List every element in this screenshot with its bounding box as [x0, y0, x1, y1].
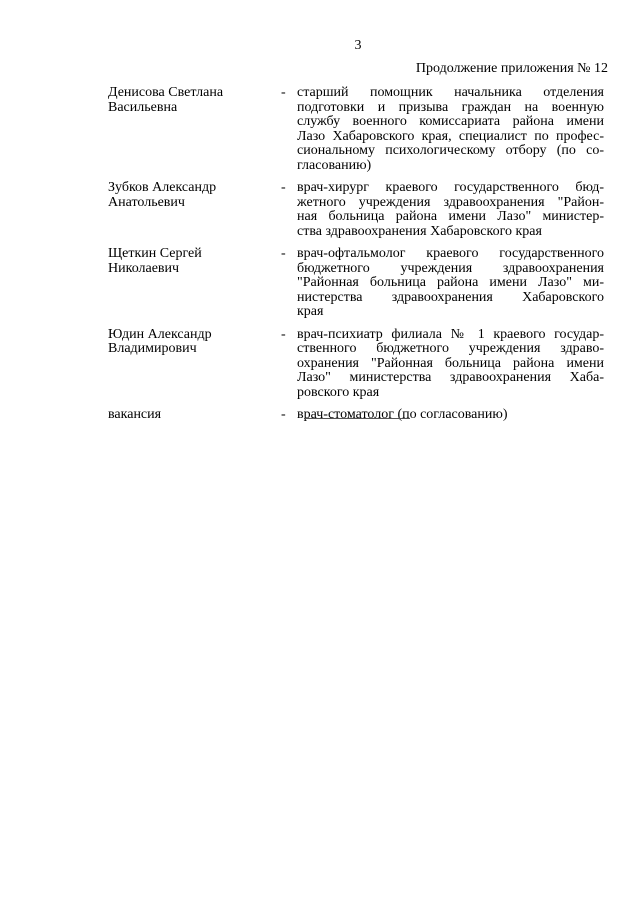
position-line: врач-психиатр филиала № 1 краевого государ-	[297, 326, 604, 342]
position-line: ственного бюджетного учреждения здраво-	[297, 341, 604, 356]
member-name-line: Николаевич	[108, 260, 180, 276]
member-name-line: Щеткин Сергей	[108, 246, 202, 261]
list-item	[108, 328, 604, 401]
member-position	[297, 408, 604, 423]
position-line: сиональному психологическому отбору (по со-	[297, 143, 604, 158]
position-line: ровского края	[297, 384, 380, 400]
member-name-line: Денисова Светлана	[108, 85, 224, 100]
member-name	[108, 181, 281, 239]
position-line: края	[297, 304, 324, 319]
member-name	[108, 247, 281, 320]
appendix-continuation-label: Продолжение приложения № 12	[415, 61, 608, 76]
dash-separator: -	[281, 246, 286, 261]
member-name-line: Зубков Александр	[108, 180, 217, 195]
position-line: врач-хирург краевого государственного бюд-	[297, 180, 604, 195]
list-item	[108, 247, 604, 320]
end-divider	[304, 418, 410, 419]
list-item	[108, 408, 604, 423]
member-name-line: Владимирович	[108, 341, 197, 356]
member-position	[297, 328, 604, 401]
dash-separator: -	[281, 326, 286, 342]
member-position	[297, 247, 604, 320]
position-line: Лазо" министерства здравоохранения Хаба-	[297, 370, 604, 385]
member-name-line: Анатольевич	[108, 194, 185, 210]
member-name-line: вакансия	[108, 407, 162, 422]
position-line: нистерства здравоохранения Хабаровского	[297, 289, 604, 305]
member-list	[108, 86, 604, 431]
dash-separator: -	[281, 180, 286, 195]
member-position	[297, 86, 604, 173]
position-line: жетного учреждения здравоохранения "Район-	[297, 194, 604, 210]
position-line: гласованию)	[297, 157, 372, 173]
member-name-line: Васильевна	[108, 99, 178, 115]
position-line: службу военного комиссариата района имени	[297, 114, 604, 129]
member-name	[108, 328, 281, 401]
list-item	[108, 181, 604, 239]
position-line: врач-офтальмолог краевого государственного	[297, 246, 604, 261]
member-name	[108, 86, 281, 173]
member-position	[297, 181, 604, 239]
position-line: старший помощник начальника отделения	[297, 85, 604, 100]
position-line: бюджетного учреждения здравоохранения	[297, 260, 604, 276]
position-line: "Районная больница района имени Лазо" ми-	[297, 275, 604, 290]
position-line: Лазо Хабаровского края, специалист по профес-	[297, 128, 604, 144]
position-line: ства здравоохранения Хабаровского края	[297, 223, 542, 239]
position-line: врач-стоматолог (по согласованию)	[297, 407, 508, 422]
page-number: 3	[354, 38, 362, 53]
member-name	[108, 408, 281, 423]
position-line: ная больница района имени Лазо" министер-	[297, 209, 604, 224]
list-item	[108, 86, 604, 173]
position-line: охранения "Районная больница района имени	[297, 355, 604, 371]
dash-separator: -	[281, 85, 286, 100]
position-line: подготовки и призыва граждан на военную	[297, 99, 604, 115]
dash-separator: -	[281, 407, 286, 422]
member-name-line: Юдин Александр	[108, 326, 212, 342]
